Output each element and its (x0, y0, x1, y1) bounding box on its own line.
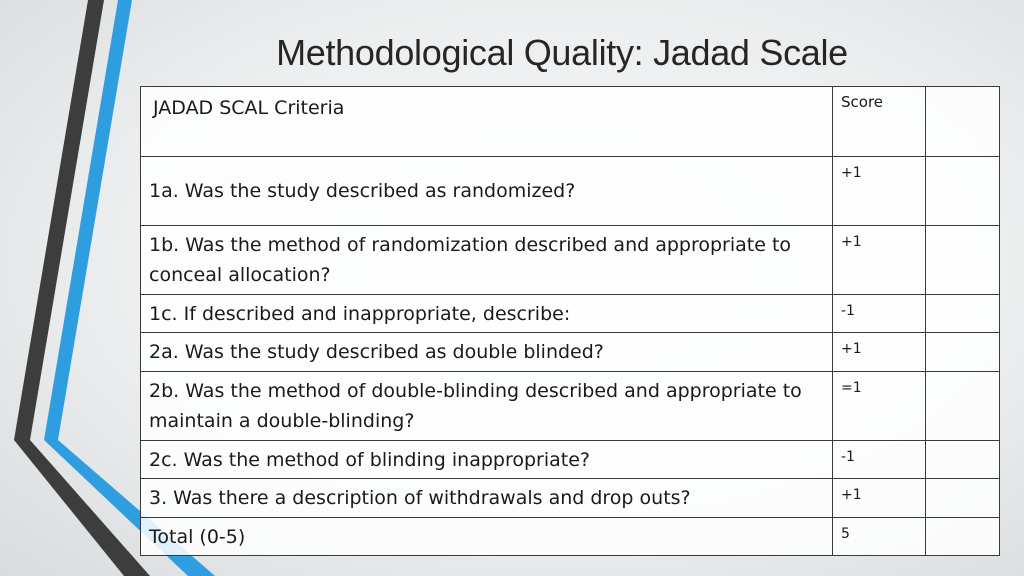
header-extra (926, 87, 1000, 157)
row-blank (926, 295, 1000, 333)
row-criteria: 2a. Was the study described as double blinded? (141, 333, 833, 372)
table-row (141, 157, 1000, 226)
row-score: -1 (833, 441, 926, 479)
header-score: Score (833, 87, 926, 157)
row-criteria: 1c. If described and inappropriate, describe: (141, 295, 833, 333)
table-row (141, 226, 1000, 295)
row-blank (926, 479, 1000, 518)
total-score: 5 (833, 518, 926, 556)
table-row (141, 295, 1000, 333)
row-blank (926, 226, 1000, 295)
row-blank (926, 157, 1000, 226)
row-blank (926, 518, 1000, 556)
slide-title: Methodological Quality: Jadad Scale (276, 32, 848, 73)
row-blank (926, 333, 1000, 372)
row-criteria: 3. Was there a description of withdrawals and drop outs? (141, 479, 833, 518)
row-score: +1 (833, 479, 926, 518)
row-score: =1 (833, 372, 926, 441)
total-criteria: Total (0-5) (141, 518, 833, 556)
row-criteria: 2b. Was the method of double-blinding described and appropriate to maintain a double-blinding? (141, 372, 833, 441)
header-criteria: JADAD SCAL Criteria (141, 87, 833, 157)
row-score: +1 (833, 157, 926, 226)
row-criteria: 1a. Was the study described as randomized? (141, 157, 833, 226)
row-score: +1 (833, 333, 926, 372)
table-row (141, 479, 1000, 518)
table-row (141, 372, 1000, 441)
row-blank (926, 372, 1000, 441)
table-row-total (141, 518, 1000, 556)
jadad-table (140, 86, 1000, 556)
row-criteria: 2c. Was the method of blinding inappropriate? (141, 441, 833, 479)
row-criteria: 1b. Was the method of randomization described and appropriate to conceal allocation? (141, 226, 833, 295)
table-row (141, 441, 1000, 479)
row-score: -1 (833, 295, 926, 333)
row-blank (926, 441, 1000, 479)
row-score: +1 (833, 226, 926, 295)
table-header-row (141, 87, 1000, 157)
table-row (141, 333, 1000, 372)
